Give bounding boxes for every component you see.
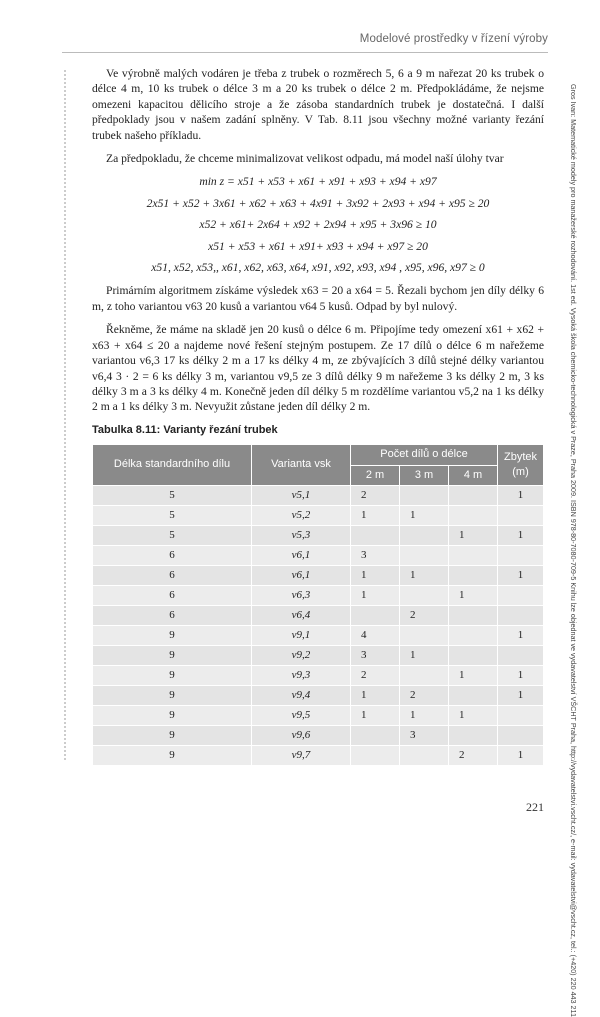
cell-remainder: 1 xyxy=(498,745,544,765)
cell-variant: v6,1 xyxy=(252,545,351,565)
cell-count-3m: 1 xyxy=(400,565,449,585)
cell-length: 5 xyxy=(93,485,252,505)
cell-count-2m: 2 xyxy=(351,485,400,505)
cell-length: 5 xyxy=(93,505,252,525)
cell-variant: v9,2 xyxy=(252,645,351,665)
cell-count-2m xyxy=(351,525,400,545)
cell-remainder: 1 xyxy=(498,625,544,645)
cell-length: 6 xyxy=(93,565,252,585)
table-row xyxy=(93,545,544,565)
cell-variant: v6,1 xyxy=(252,565,351,585)
cell-count-2m: 1 xyxy=(351,685,400,705)
margin-dotted-line xyxy=(64,70,66,760)
cell-variant: v9,5 xyxy=(252,705,351,725)
cell-variant: v5,2 xyxy=(252,505,351,525)
cell-count-4m: 1 xyxy=(449,665,498,685)
cell-count-4m xyxy=(449,725,498,745)
cell-variant: v5,3 xyxy=(252,525,351,545)
cell-length: 6 xyxy=(93,545,252,565)
cell-count-4m xyxy=(449,565,498,585)
equation-constraint-1: 2x51 + x52 + 3x61 + x62 + x63 + 4x91 + 3x92 + 2x93 + x94 + x95 ≥ 20 xyxy=(146,196,490,210)
table-row xyxy=(93,685,544,705)
cell-count-4m xyxy=(449,605,498,625)
cell-count-3m: 2 xyxy=(400,685,449,705)
cell-length: 6 xyxy=(93,585,252,605)
header-pieces: Počet dílů o délce xyxy=(351,445,498,465)
cell-count-3m xyxy=(400,625,449,645)
cell-variant: v6,3 xyxy=(252,585,351,605)
table-row xyxy=(93,705,544,725)
equation-constraint-3: x51 + x53 + x61 + x91+ x93 + x94 + x97 ≥ 20 xyxy=(208,239,428,253)
cell-count-2m: 1 xyxy=(351,505,400,525)
cell-length: 9 xyxy=(93,625,252,645)
running-header: Modelové prostředky v řízení výroby xyxy=(359,33,548,45)
main-content xyxy=(92,66,544,766)
cell-variant: v9,7 xyxy=(252,745,351,765)
cell-count-2m: 1 xyxy=(351,705,400,725)
cell-remainder xyxy=(498,545,544,565)
cell-variant: v9,1 xyxy=(252,625,351,645)
header-length: Délka standardního dílu xyxy=(93,445,252,486)
side-note-text: Gros Ivan: Matematické modely pro manažerské rozhodování. 1st ed. Vysoká škola chemicko-technologická v Praze, Praha 2009. ISBN 978-80-7080-709-5 Knihu lze objednat ve vydavatelství VŠCHT Praha, http://vydavatelstvi.vscht.cz/, e-mail: vydavatelstvi@vscht.cz, tel.: (+420) 220 443 211 xyxy=(569,84,578,1017)
cell-count-3m: 1 xyxy=(400,705,449,725)
cell-variant: v5,1 xyxy=(252,485,351,505)
cell-variant: v9,3 xyxy=(252,665,351,685)
cell-count-2m: 2 xyxy=(351,665,400,685)
cell-count-3m: 2 xyxy=(400,605,449,625)
cell-remainder xyxy=(498,705,544,725)
model-equations xyxy=(92,174,544,275)
cell-remainder: 1 xyxy=(498,685,544,705)
cell-length: 9 xyxy=(93,685,252,705)
cell-count-2m: 3 xyxy=(351,645,400,665)
cell-remainder: 1 xyxy=(498,665,544,685)
cell-remainder xyxy=(498,725,544,745)
equation-nonnegativity: x51, x52, x53,, x61, x62, x63, x64, x91, x92, x93, x94 , x95, x96, x97 ≥ 0 xyxy=(151,261,485,275)
cutting-variants-table xyxy=(92,444,544,766)
table-row xyxy=(93,505,544,525)
table-caption: Tabulka 8.11: Varianty řezání trubek xyxy=(92,423,278,436)
header-variant: Varianta vsk xyxy=(252,445,351,486)
cell-count-2m: 1 xyxy=(351,585,400,605)
cell-count-2m: 3 xyxy=(351,545,400,565)
table-row xyxy=(93,565,544,585)
header-3m: 3 m xyxy=(400,465,449,485)
cell-length: 9 xyxy=(93,745,252,765)
header-4m: 4 m xyxy=(449,465,498,485)
cell-remainder: 1 xyxy=(498,485,544,505)
cell-count-4m: 1 xyxy=(449,585,498,605)
cell-count-3m xyxy=(400,585,449,605)
cell-remainder xyxy=(498,585,544,605)
table-row xyxy=(93,665,544,685)
cell-count-4m xyxy=(449,685,498,705)
cell-length: 9 xyxy=(93,725,252,745)
cell-count-3m xyxy=(400,485,449,505)
header-remainder: Zbytek (m) xyxy=(498,445,544,486)
cell-length: 5 xyxy=(93,525,252,545)
cell-count-2m: 1 xyxy=(351,565,400,585)
paragraph-model-intro: Za předpokladu, že chceme minimalizovat velikost odpadu, má model naší úlohy tvar xyxy=(106,152,504,166)
table-row xyxy=(93,725,544,745)
cell-count-3m xyxy=(400,665,449,685)
cell-remainder xyxy=(498,505,544,525)
cell-count-3m xyxy=(400,745,449,765)
cell-remainder: 1 xyxy=(498,525,544,545)
cell-variant: v9,4 xyxy=(252,685,351,705)
table-row xyxy=(93,645,544,665)
table-row xyxy=(93,605,544,625)
table-row xyxy=(93,625,544,645)
table-row xyxy=(93,525,544,545)
paragraph-result: Primárním algoritmem získáme výsledek x63 = 20 a x64 = 5. Řezali bychom jen díly délky 6 m, z toho variantou v63 20 kusů a variantou v64 5 kusů. Odpad by byl nulový. xyxy=(92,284,544,313)
cell-count-4m xyxy=(449,545,498,565)
paragraph-intro: Ve výrobně malých vodáren je třeba z trubek o rozměrech 5, 6 a 9 m nařezat 20 ks trubek o délce 4 m, 10 ks trubek o délce 3 m a 20 ks trubek o délce 2 m. Předpokládáme, že nejsme omezeni kapacitou dělicího stroje a že zásoba standardních trubek je dostatečná. I další předpoklady jsou v našem zadání splněny. V Tab. 8.11 jsou všechny možné varianty řezání trubek našeho příkladu. xyxy=(92,67,544,142)
header-2m: 2 m xyxy=(351,465,400,485)
cell-count-4m xyxy=(449,625,498,645)
cell-count-3m xyxy=(400,525,449,545)
cell-variant: v9,6 xyxy=(252,725,351,745)
cell-count-4m xyxy=(449,505,498,525)
equation-constraint-2: x52 + x61+ 2x64 + x92 + 2x94 + x95 + 3x96 ≥ 10 xyxy=(199,218,437,232)
cell-count-4m xyxy=(449,485,498,505)
side-note xyxy=(560,84,578,1017)
cell-count-3m: 3 xyxy=(400,725,449,745)
cell-length: 9 xyxy=(93,665,252,685)
cell-count-3m: 1 xyxy=(400,505,449,525)
cell-count-2m xyxy=(351,725,400,745)
cell-count-3m: 1 xyxy=(400,645,449,665)
cell-length: 9 xyxy=(93,705,252,725)
table-row xyxy=(93,745,544,765)
cell-variant: v6,4 xyxy=(252,605,351,625)
cell-count-4m: 2 xyxy=(449,745,498,765)
cell-remainder xyxy=(498,605,544,625)
cell-count-2m xyxy=(351,745,400,765)
cell-count-4m: 1 xyxy=(449,525,498,545)
table-row xyxy=(93,585,544,605)
equation-objective: min z = x51 + x53 + x61 + x91 + x93 + x94 + x97 xyxy=(199,175,437,189)
table-row xyxy=(93,485,544,505)
header-rule xyxy=(62,52,548,53)
cell-length: 9 xyxy=(93,645,252,665)
cell-count-3m xyxy=(400,545,449,565)
cell-remainder xyxy=(498,645,544,665)
cell-length: 6 xyxy=(93,605,252,625)
cell-count-4m: 1 xyxy=(449,705,498,725)
cell-count-2m: 4 xyxy=(351,625,400,645)
paragraph-stock-limit: Řekněme, že máme na skladě jen 20 kusů o délce 6 m. Připojíme tedy omezení x61 + x62 + x63 + x64 ≤ 20 a najdeme nové řešení stejným postupem. Ze 17 dílů o délce 6 m nařežeme variantou v6,3 17 ks délky 2 m a 17 ks délky 4 m, ze zbývajících 3 dílů stejné délky variantou v6,4 3 · 2 = 6 ks délky 3 m, variantou v9,5 ze 3 dílů délky 9 m nařežeme 3 ks délky 2 m, 3 ks délky 3 m a 3 ks délky 4 m. Konečně jeden díl délky 5 m rozdělíme variantou v5,2 na 1 ks délky 2 m a 1 ks délky 3 m. Nevyužit zůstane jeden díl délky 2 m. xyxy=(92,323,544,414)
cell-count-2m xyxy=(351,605,400,625)
cell-remainder: 1 xyxy=(498,565,544,585)
cell-count-4m xyxy=(449,645,498,665)
page-number: 221 xyxy=(526,800,544,814)
